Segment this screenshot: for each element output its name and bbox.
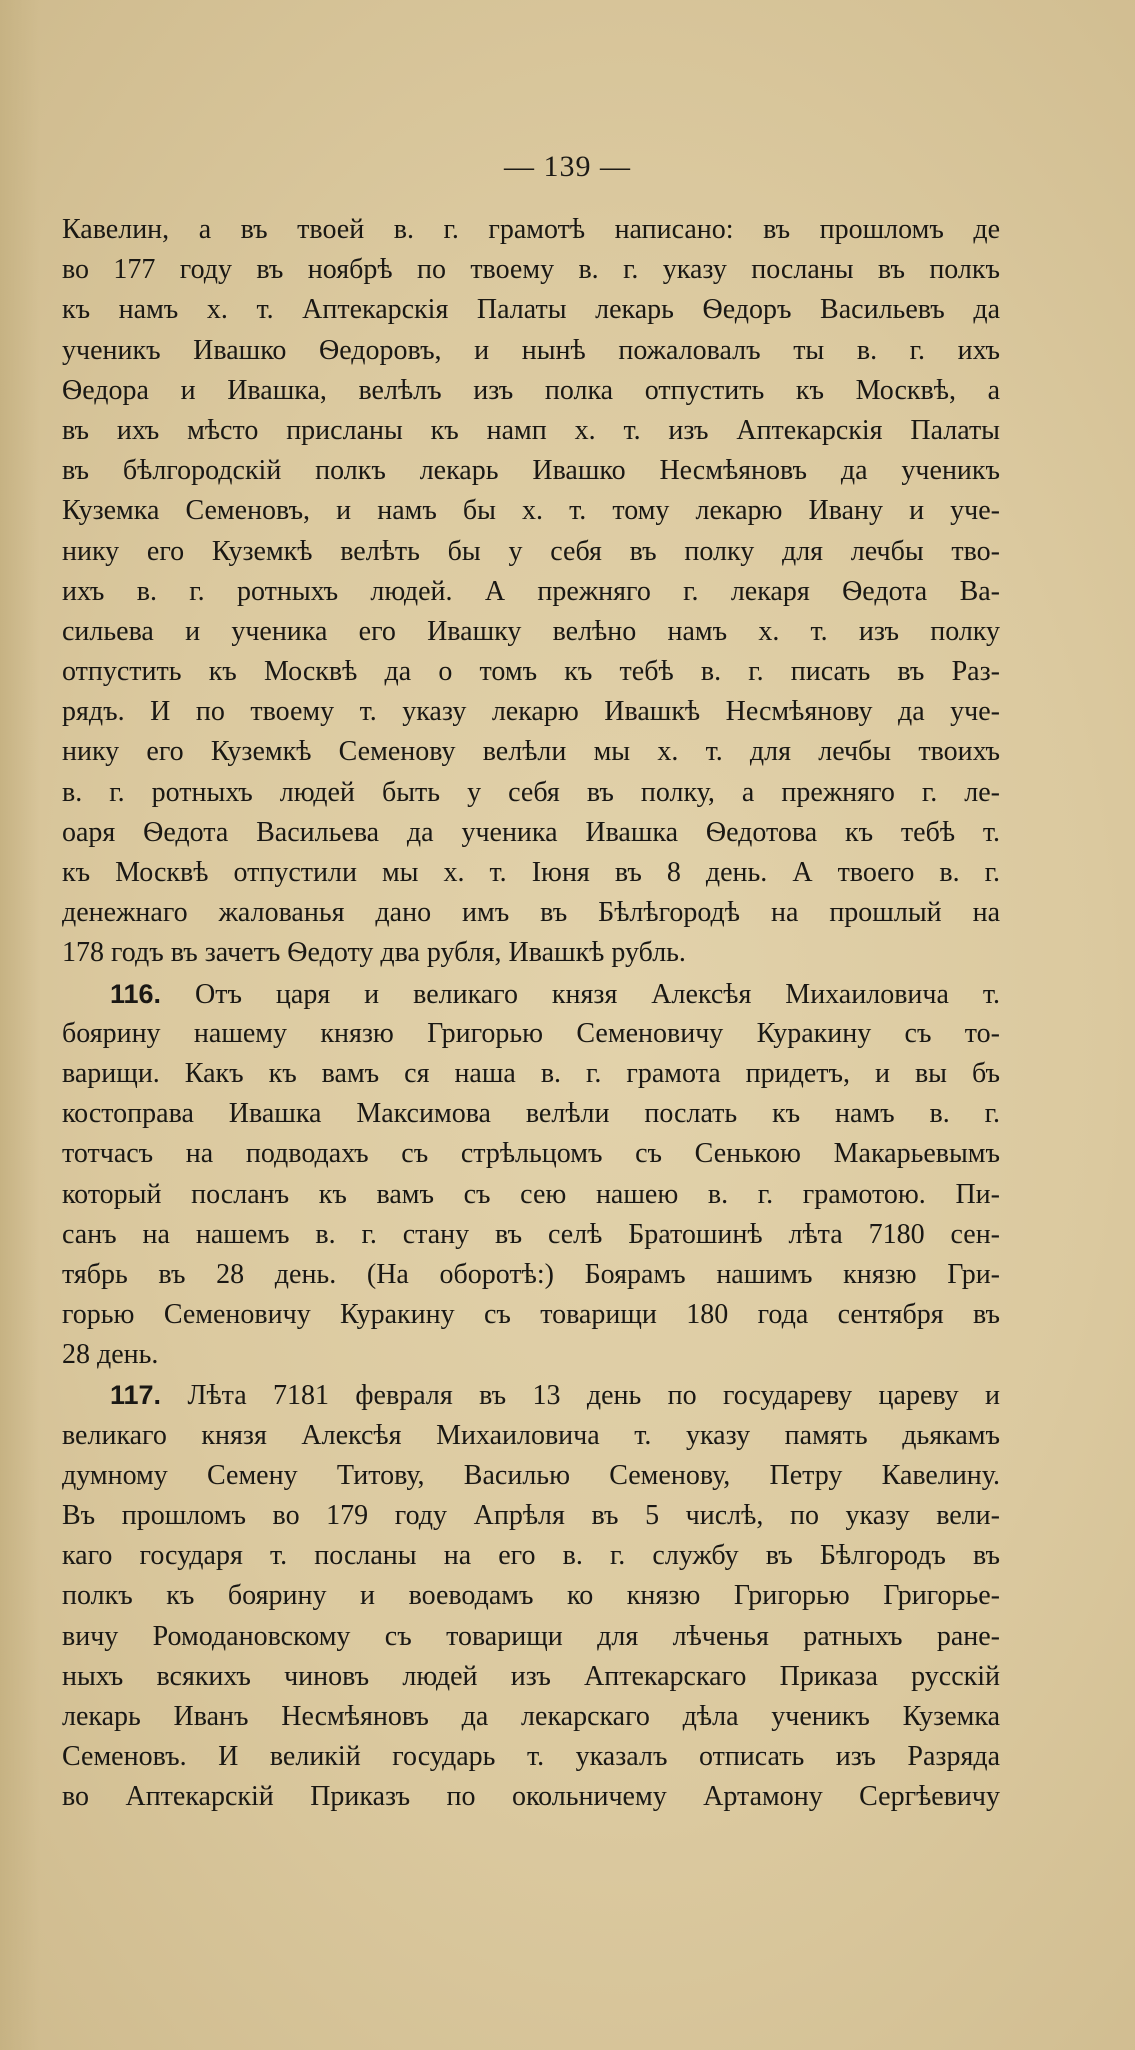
page-number: — 139 — <box>504 150 631 183</box>
text-line: къ намъ х. т. Аптекарскія Палаты лекарь Ѳедоръ Васильевъ да <box>62 294 1000 326</box>
text-line: ныхъ всякихъ чиновъ людей изъ Аптекарскаго Приказа русскій <box>62 1660 1000 1692</box>
text-line: Семеновъ. И великій государь т. указалъ отписать изъ Разряда <box>62 1741 1000 1773</box>
text-line: тотчасъ на подводахъ съ стрѣльцомъ съ Сенькою Макарьевымъ <box>62 1138 1000 1170</box>
text-line: думному Семену Титову, Василью Семенову, Петру Кавелину. <box>62 1459 1000 1491</box>
text-line: 116. Отъ царя и великаго князя Алексѣя Михаиловича т. <box>110 978 1000 1010</box>
text-line: рядъ. И по твоему т. указу лекарю Ивашкѣ Несмѣянову да уче- <box>62 696 1000 728</box>
text-line: ученикъ Ивашко Ѳедоровъ, и нынѣ пожаловалъ ты в. г. ихъ <box>62 334 1000 366</box>
text-line: горью Семеновичу Куракину съ товарищи 180 года сентября въ <box>62 1299 1000 1331</box>
entry-number: 116. <box>110 978 162 1009</box>
text-line: боярину нашему князю Григорью Семеновичу Куракину съ то- <box>62 1017 1000 1049</box>
text-line: костоправа Ивашка Максимова велѣли послать къ намъ в. г. <box>62 1098 1000 1130</box>
text-line: 28 день. <box>62 1339 159 1371</box>
text-line: нику его Куземкѣ Семенову велѣли мы х. т. для лечбы твоихъ <box>62 736 1000 768</box>
text-line: в. г. ротныхъ людей быть у себя въ полку, а прежняго г. ле- <box>62 776 1000 808</box>
text-line: во Аптекарскій Приказъ по окольничему Артамону Сергѣевичу <box>62 1781 1000 1813</box>
text-line: 117. Лѣта 7181 февраля въ 13 день по государеву цареву и <box>110 1380 1000 1412</box>
text-line: во 177 году въ ноябрѣ по твоему в. г. указу посланы въ полкъ <box>62 254 1000 286</box>
entry-117 <box>62 1375 1000 1817</box>
text-line: который посланъ къ вамъ съ сею нашею в. г. грамотою. Пи- <box>62 1178 1000 1210</box>
page-body <box>62 210 1000 1818</box>
text-line: въ ихъ мѣсто присланы къ намп х. т. изъ Аптекарскія Палаты <box>62 414 1000 446</box>
text-line: нику его Куземкѣ велѣть бы у себя въ полку для лечбы тво- <box>62 535 1000 567</box>
entry-116 <box>62 974 1000 1376</box>
text-line: отпустить къ Москвѣ да о томъ къ тебѣ в. г. писать въ Раз- <box>62 656 1000 688</box>
paragraph-continued <box>62 210 1000 974</box>
text-line: полкъ къ боярину и воеводамъ ко князю Григорью Григорье- <box>62 1580 1000 1612</box>
text-line: великаго князя Алексѣя Михаиловича т. указу память дьякамъ <box>62 1419 1000 1451</box>
text-line: сильева и ученика его Ивашку велѣно намъ х. т. изъ полку <box>62 615 1000 647</box>
text-line: Куземка Семеновъ, и намъ бы х. т. тому лекарю Ивану и уче- <box>62 495 1000 527</box>
text-line: санъ на нашемъ в. г. стану въ селѣ Братошинѣ лѣта 7180 сен- <box>62 1218 1000 1250</box>
text-line: Въ прошломъ во 179 году Апрѣля въ 5 числѣ, по указу вели- <box>62 1500 1000 1531</box>
text-line: Кавелин, а въ твоей в. г. грамотѣ написано: въ прошломъ де <box>62 214 1000 245</box>
text-line: варищи. Какъ къ вамъ ся наша в. г. грамота придетъ, и вы бъ <box>62 1057 1000 1089</box>
text-line: вичу Ромодановскому съ товарищи для лѣченья ратныхъ ране- <box>62 1620 1000 1652</box>
text-line: тябрь въ 28 день. (На оборотѣ:) Боярамъ нашимъ князю Гри- <box>62 1258 1000 1290</box>
text-line: ихъ в. г. ротныхъ людей. А прежняго г. лекаря Ѳедота Ва- <box>62 575 1000 607</box>
text-line: денежнаго жалованья дано имъ въ Бѣлѣгородѣ на прошлый на <box>62 897 1000 929</box>
page-edge-shadow <box>0 0 40 2050</box>
text-line: Ѳедора и Ивашка, велѣлъ изъ полка отпустить къ Москвѣ, а <box>62 374 1000 406</box>
text-line: въ бѣлгородскій полкъ лекарь Ивашко Несмѣяновъ да ученикъ <box>62 455 1000 487</box>
entry-number: 117. <box>110 1380 162 1411</box>
text-line: оаря Ѳедота Васильева да ученика Ивашка Ѳедотова къ тебѣ т. <box>62 816 1000 848</box>
text-line: каго государя т. посланы на его в. г. службу въ Бѣлгородъ въ <box>62 1540 1000 1572</box>
text-line: 178 годъ въ зачетъ Ѳедоту два рубля, Ивашкѣ рубль. <box>62 937 686 969</box>
text-line: къ Москвѣ отпустили мы х. т. Іюня въ 8 день. А твоего в. г. <box>62 857 1000 888</box>
text-line: лекарь Иванъ Несмѣяновъ да лекарскаго дѣла ученикъ Куземка <box>62 1700 1000 1732</box>
